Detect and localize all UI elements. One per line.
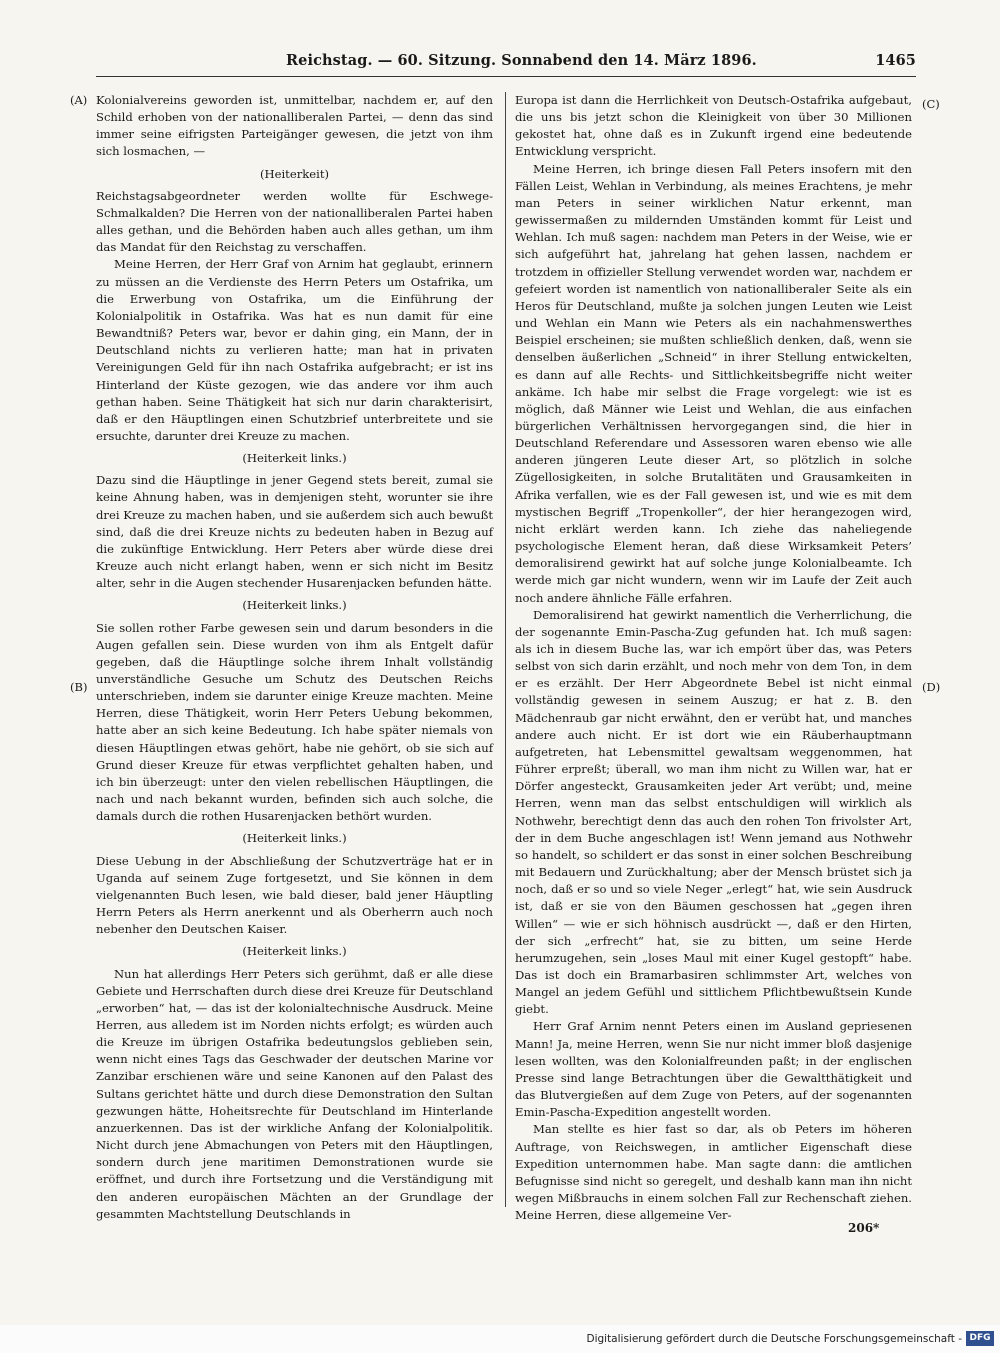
- page-number: 1465: [875, 52, 916, 69]
- running-title: Reichstag. — 60. Sitzung. Sonnabend den 14. März 1896.: [286, 52, 757, 69]
- interjection: (Heiterkeit links.): [242, 451, 347, 466]
- paragraph: Herr Graf Arnim nennt Peters einen im Ausland gepriesenen Mann! Ja, meine Herren, wenn Sie nur nicht immer bloß dasjenige lesen wollten, was den Kolonialfreunden paßt; in der englischen Presse sind lange Betrachtungen über die Gewaltthätigkeit und das Blutvergießen auf dem Zuge von Peters, auf der sogenannten Emin-Pascha-Expedition angestellt worden.: [515, 1019, 912, 1120]
- interjection: (Heiterkeit links.): [242, 944, 347, 959]
- margin-marker-d: (D): [922, 680, 941, 694]
- column-divider: [505, 92, 506, 1207]
- paragraph: Diese Uebung in der Abschließung der Schutzverträge hat er in Uganda auf seinem Zuge fortgesetzt, und Sie können in dem vielgenannten Buch lesen, wie bald dieser, bald jener Häuptling Herrn Peters als Herrn anerkennt und als Oberherrn auch noch nebenher den Deutschen Kaiser.: [96, 853, 493, 937]
- paragraph: Nun hat allerdings Herr Peters sich gerühmt, daß er alle diese Gebiete und Herrschaften durch diese drei Kreuze für Deutschland „erworben“ hat, — das ist der kolonialtechnische Ausdruck. Meine Herren, aus alledem ist im Norden nichts erfolgt; es würden auch die Kreuze im übrigen Ostafrika bedeutungslos geblieben sein, wenn nicht eines Tags das Geschwader der deutschen Marine vor Zanzibar erschienen wäre und seine Kanonen auf den Palast des Sultans gerichtet hätte und durch diese Demonstration den Sultan gezwungen hätte, Hoheitsrechte für Deutschland im Hinterlande anzuerkennen. Das ist der wirkliche Anfang der Kolonialpolitik. Nicht durch jene Abmachungen von Peters mit den Häuptlingen, sondern durch jene maritimen Demonstrationen wurde sie eröffnet, und durch ihre Fortsetzung und die Verständigung mit den anderen europäischen Mächten an der Grundlage der gesammten Machtstellung Deutschlands in: [96, 966, 493, 1221]
- paragraph: Meine Herren, der Herr Graf von Arnim hat geglaubt, erinnern zu müssen an die Verdienste des Herrn Peters um Ostafrika, um die Erwerbung von Ostafrika, um die Einführung der Kolonialpolitik in Ostafrika. Was hat es nun damit für eine Bewandtniß? Peters war, bevor er dahin ging, ein Mann, der in Deutschland nichts zu verlieren hatte; man hat in privaten Vereinigungen Geld für ihn nach Ostafrika aufgebracht; er ist ins Hinterland der Küste gezogen, wie das andere vor ihm auch gethan haben. Seine Thätigkeit hat sich nur darin charakterisirt, daß er den Häuptlingen einen Schutzbrief unterbreitete und sie ersuchte, darunter drei Kreuze zu machen.: [96, 257, 493, 443]
- dfg-logo: DFG: [966, 1331, 994, 1346]
- page-header: [96, 52, 916, 72]
- left-text-column: [96, 92, 493, 1221]
- paragraph: Demoralisirend hat gewirkt namentlich die Verherrlichung, die der sogenannte Emin-Pascha-Zug gefunden hat. Ich muß sagen: als ich in diesem Buche las, war ich empört über das, was Peters selbst von sich darin erzählt, und noch mehr von dem Ton, in dem er es erzählt. Der Herr Abgeordnete Bebel ist nicht einmal vollständig gewesen in seinem Auszug; er hat z. B. den Mädchenraub gar nicht erwähnt, den er verübt hat, und manches andere auch nicht. Er ist dort wie ein Räuberhauptmann aufgetreten, hat Lebensmittel gewaltsam weggenommen, hat Führer erpreßt; überall, wo man ihm nicht zu Willen war, hat er Dörfer angesteckt, Grausamkeiten jeder Art verübt; und, meine Herren, wenn man das selbst entschuldigen will wirklich als Nothwehr, berechtigt denn das auch den rohen Ton frivolster Art, der in dem Buche angeschlagen ist! Wenn jemand aus Nothwehr so handelt, so schildert er das sonst in einer solchen Beschreibung mit Bedauern und Zurückhaltung; aber der Mensch brüstet sich ja noch, daß er so und so viele Neger „erlegt“ hat, wie sein Ausdruck ist, daß er sie von den Bäumen geschossen hat „gegen ihren Willen“ — wie er sich höhnisch ausdrückt —, daß er den Hirten, der sich „erfrecht“ hat, sie zu bitten, um seine Herde herumzugehen, sein „loses Maul mit einer Kugel gestopft“ habe. Das ist doch ein Bramarbasiren schlimmster Art, welches von Mangel an jedem Gefühl und sittlichem Pflichtbewußtsein Kunde giebt.: [515, 607, 912, 1017]
- right-text-column: [515, 92, 912, 1223]
- margin-marker-c: (C): [922, 97, 940, 111]
- paragraph: Dazu sind die Häuptlinge in jener Gegend stets bereit, zumal sie keine Ahnung haben, was in demjenigen steht, worunter sie ihre drei Kreuze zu machen haben, und sie außerdem sich auch bewußt sind, daß die drei Kreuze nichts zu bedeuten haben in Bezug auf die zukünftige Entwicklung. Herr Peters aber würde diese drei Kreuze auch nicht erlangt haben, wenn er sich nicht im Besitz alter, sehr in die Augen stechender Husarenjacken befunden hätte.: [96, 473, 493, 591]
- paragraph: Man stellte es hier fast so dar, als ob Peters im höheren Auftrage, von Reichswegen, in amtlicher Eigenschaft diese Expedition unternommen habe. Man sagte dann: die amtlichen Befugnisse sind nicht so geregelt, und deshalb kann man ihn nicht wegen Mißbrauchs in einem solchen Fall zur Rechenschaft ziehen. Meine Herren, diese allgemeine Ver-: [515, 1122, 912, 1223]
- signature-mark: 206*: [848, 1221, 880, 1235]
- paragraph: Reichstagsabgeordneter werden wollte für Eschwege-Schmalkalden? Die Herren von der nationalliberalen Partei haben alles gethan, und die Behörden haben auch alles gethan, um ihm das Mandat für den Reichstag zu verschaffen.: [96, 188, 493, 255]
- header-rule: [96, 76, 916, 77]
- interjection: (Heiterkeit links.): [242, 598, 347, 613]
- interjection: (Heiterkeit links.): [242, 831, 347, 846]
- paragraph: Sie sollen rother Farbe gewesen sein und darum besonders in die Augen gefallen sein. Diese wurden von ihm als Entgelt dafür gegeben, daß die Häuptlinge solche ihrem Inhalt vollständig unverständliche Gesuche um Schutz des Deutschen Reichs unterschrieben, indem sie darunter einige Kreuze machten. Meine Herren, diese Thätigkeit, worin Herr Peters Uebung bekommen, hatte aber an sich keine Bedeutung. Ich habe später niemals von diesen Häuptlingen etwas gehört, habe nie gehört, ob sie sich auf Grund dieser Kreuze für etwas verpflichtet gehalten haben, und ich bin überzeugt: unter den vielen rebellischen Häuptlingen, die nach und nach bekannt wurden, befinden sich auch solche, die damals durch die rothen Husarenjacken bethört wurden.: [96, 620, 493, 824]
- paragraph: Kolonialvereins geworden ist, unmittelbar, nachdem er, auf den Schild erhoben von der nationalliberalen Partei, — denn das sind immer seine eifrigsten Parteigänger gewesen, die jetzt von ihm sich losmachen, —: [96, 93, 493, 159]
- paragraph: Meine Herren, ich bringe diesen Fall Peters insofern mit den Fällen Leist, Wehlan in Verbindung, als meines Erachtens, je mehr man Peters in seiner wirklichen Natur erkennt, man gewissermaßen zu mildernden Umständen kommt für Leist und Wehlan. Ich muß sagen: nachdem man Peters in der Weise, wie er sich aufgeführt hat, jahrelang hat gehen lassen, nachdem er trotzdem in offizieller Stellung verwendet worden war, nachdem er gefeiert worden ist namentlich von nationalliberaler Seite als ein Heros für Deutschland, mußte ja solchen jungen Leuten wie Leist und Wehlan ein Mann wie Peters als ein nachahmenswerthes Beispiel erscheinen; sie mußten schließlich denken, daß, wenn sie denselben äußerlichen „Schneid“ in ihrer Stellung entwickelten, es dann auf alle Rechts- und Sittlichkeitsbegriffe nicht weiter ankäme. Ich habe mir selbst die Frage vorgelegt: wie ist es möglich, daß Männer wie Leist und Wehlan, die aus einfachen bürgerlichen Verhältnissen hervorgegangen sind, die hier in Deutschland Referendare und Assessoren waren ebenso wie alle anderen jüngeren Leute dieser Art, so plötzlich in solche Zügellosigkeiten, in solche Brutalitäten und Grausamkeiten in Afrika verfallen, wie es der Fall gewesen ist, und wie es mit dem mystischen Begriff „Tropenkoller“, der hier herangezogen wird, nicht erklärt werden kann. Ich ziehe das naheliegende psychologische Element heran, daß diese Wirksamkeit Peters’ demoralisirend gewirkt hat auf solche junge Kolonialbeamte. Ich werde mich gar nicht wundern, wenn wir im Laufe der Zeit auch noch andere ähnliche Fälle erfahren.: [515, 161, 912, 605]
- paragraph: Europa ist dann die Herrlichkeit von Deutsch-Ostafrika aufgebaut, die uns bis jetzt schon die Kleinigkeit von über 30 Millionen gekostet hat, ohne daß es in Zukunft irgend eine bedeutende Entwicklung verspricht.: [515, 93, 912, 159]
- interjection: (Heiterkeit): [259, 166, 330, 181]
- margin-marker-a: (A): [70, 93, 88, 107]
- margin-marker-b: (B): [70, 680, 88, 694]
- digitization-note: Digitalisierung gefördert durch die Deutsche Forschungsgemeinschaft -: [586, 1333, 962, 1345]
